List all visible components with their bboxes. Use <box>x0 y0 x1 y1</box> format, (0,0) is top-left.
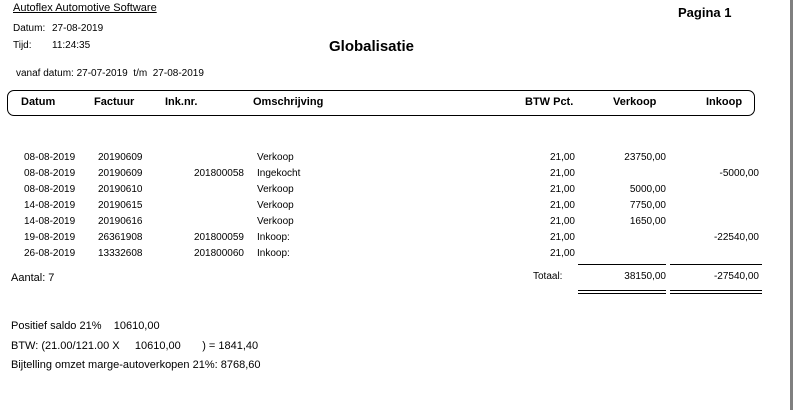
cell-datum: 14-08-2019 <box>24 216 76 227</box>
cell-factuur: 20190609 <box>98 168 143 179</box>
cell-inkoop: -22540,00 <box>713 232 759 243</box>
cell-datum: 14-08-2019 <box>24 200 76 211</box>
cell-btw: 21,00 <box>549 216 575 227</box>
positive-balance: Positief saldo 21% 10610,00 <box>11 320 160 332</box>
cell-factuur: 13332608 <box>98 248 143 259</box>
cell-inkoop: -5000,00 <box>719 168 759 179</box>
date-value: 27-08-2019 <box>52 23 104 34</box>
cell-btw: 21,00 <box>549 248 575 259</box>
time-value: 11:24:35 <box>52 40 91 51</box>
cell-verkoop: 7750,00 <box>629 200 666 211</box>
cell-inknr: 201800058 <box>193 168 244 179</box>
time-label: Tijd: <box>13 40 32 51</box>
double-line-inkoop-1 <box>670 290 762 291</box>
cell-verkoop: 1650,00 <box>629 216 666 227</box>
cell-factuur: 26361908 <box>98 232 143 243</box>
cell-datum: 26-08-2019 <box>24 248 76 259</box>
column-header-factuur: Factuur <box>94 96 135 108</box>
cell-factuur: 20190616 <box>98 216 143 227</box>
column-header-inkoop: Inkoop <box>706 96 743 108</box>
cell-omschrijving: Verkoop <box>257 200 294 211</box>
column-header-inknr: Ink.nr. <box>165 96 198 108</box>
cell-btw: 21,00 <box>549 200 575 211</box>
cell-factuur: 20190615 <box>98 200 143 211</box>
date-range: vanaf datum: 27-07-2019 t/m 27-08-2019 <box>16 68 204 79</box>
cell-omschrijving: Verkoop <box>257 152 294 163</box>
column-header-datum: Datum <box>21 96 56 108</box>
total-inkoop: -27540,00 <box>713 271 759 282</box>
row-count: Aantal: 7 <box>11 272 55 284</box>
report-title: Globalisatie <box>329 38 415 55</box>
cell-datum: 19-08-2019 <box>24 232 76 243</box>
cell-datum: 08-08-2019 <box>24 168 76 179</box>
cell-factuur: 20190609 <box>98 152 143 163</box>
cell-factuur: 20190610 <box>98 184 143 195</box>
cell-btw: 21,00 <box>549 152 575 163</box>
page-number: Pagina 1 <box>678 5 732 20</box>
cell-omschrijving: Ingekocht <box>257 168 301 179</box>
cell-datum: 08-08-2019 <box>24 184 76 195</box>
double-line-inkoop-2 <box>670 293 762 294</box>
column-header-omschrijving: Omschrijving <box>253 96 324 108</box>
column-header-verkoop: Verkoop <box>613 96 657 108</box>
margin-addition: Bijtelling omzet marge-autoverkopen 21%: 8768,60 <box>11 359 261 371</box>
cell-btw: 21,00 <box>549 184 575 195</box>
company-name: Autoflex Automotive Software <box>13 2 157 14</box>
cell-verkoop: 5000,00 <box>629 184 666 195</box>
total-label: Totaal: <box>533 271 563 282</box>
date-label: Datum: <box>13 23 46 34</box>
total-verkoop: 38150,00 <box>624 271 666 282</box>
total-line-verkoop <box>578 264 666 265</box>
cell-omschrijving: Verkoop <box>257 184 294 195</box>
cell-btw: 21,00 <box>549 168 575 179</box>
cell-omschrijving: Verkoop <box>257 216 294 227</box>
double-line-verkoop-2 <box>578 293 666 294</box>
cell-omschrijving: Inkoop: <box>257 232 290 243</box>
column-header-btw: BTW Pct. <box>525 96 574 108</box>
cell-omschrijving: Inkoop: <box>257 248 290 259</box>
cell-inknr: 201800060 <box>193 248 244 259</box>
total-line-inkoop <box>670 264 762 265</box>
vat-calculation: BTW: (21.00/121.00 X 10610,00 ) = 1841,40 <box>11 340 259 352</box>
double-line-verkoop-1 <box>578 290 666 291</box>
cell-inknr: 201800059 <box>193 232 244 243</box>
cell-btw: 21,00 <box>549 232 575 243</box>
cell-datum: 08-08-2019 <box>24 152 76 163</box>
cell-verkoop: 23750,00 <box>624 152 666 163</box>
